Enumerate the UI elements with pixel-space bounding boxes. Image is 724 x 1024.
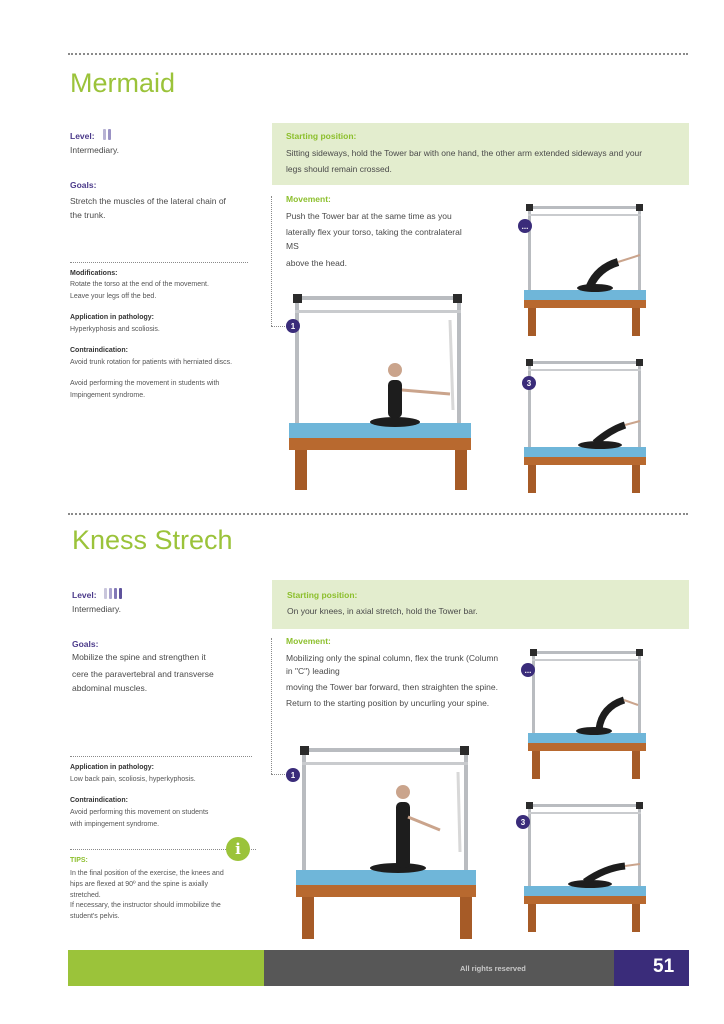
knee-contra-line: Avoid performing this movement on students	[70, 809, 209, 816]
knee-goals-label: Goals:	[72, 639, 99, 649]
knee-level-value: Intermediary.	[72, 604, 121, 614]
knee-contra-label: Contraindication:	[70, 797, 128, 804]
mermaid-modifications-line: Rotate the torso at the end of the movement.	[70, 281, 209, 288]
mermaid-left-divider	[70, 262, 248, 263]
knee-movement-line: moving the Tower bar forward, then straighten the spine.	[286, 682, 498, 692]
mermaid-contra-label: Contraindication:	[70, 347, 128, 354]
mermaid-title: Mermaid	[70, 68, 176, 98]
knee-goals-line: cere the paravertebral and transverse	[72, 669, 214, 679]
mermaid-starting-line: legs should remain crossed.	[286, 164, 392, 174]
level-bar	[114, 588, 117, 599]
footer-page-band	[614, 950, 689, 986]
mermaid-modifications-line: Leave your legs off the bed.	[70, 293, 157, 300]
knee-starting-text: On your knees, in axial stretch, hold the Tower bar.	[287, 606, 478, 616]
mermaid-movement-line: Push the Tower bar at the same time as you	[286, 211, 452, 221]
tips-line: In the final position of the exercise, the knees and	[70, 870, 224, 877]
knee-title: Kness Strech	[72, 525, 233, 555]
tips-label: TIPS:	[70, 857, 88, 864]
footer-green-band	[68, 950, 264, 986]
mermaid-contra-line: Avoid performing the movement in students with	[70, 380, 220, 387]
knee-movement-label: Movement:	[286, 636, 331, 646]
level-bar	[104, 588, 107, 599]
mermaid-level-value: Intermediary.	[70, 145, 119, 155]
mermaid-movement-connector	[271, 196, 272, 326]
section-divider-top	[68, 53, 688, 55]
mermaid-main-photo	[285, 290, 475, 495]
mermaid-pathology-text: Hyperkyphosis and scoliosis.	[70, 326, 160, 333]
section-divider-middle	[68, 513, 688, 515]
knee-goals-line: abdominal muscles.	[72, 683, 148, 693]
mermaid-movement-line: MS	[286, 241, 299, 251]
mermaid-photo-step-3	[520, 355, 650, 495]
step-badge: 3	[516, 815, 530, 829]
step-badge: ...	[521, 663, 535, 677]
mermaid-movement-line: above the head.	[286, 258, 347, 268]
mermaid-goals-line: the trunk.	[70, 210, 106, 220]
mermaid-level-indicator	[103, 129, 111, 140]
knee-photo-step-2	[524, 645, 650, 781]
tips-line: student's pelvis.	[70, 913, 120, 920]
page-number: 51	[653, 956, 675, 977]
level-bar	[119, 588, 122, 599]
step-badge: 3	[522, 376, 536, 390]
knee-goals-line: Mobilize the spine and strengthen it	[72, 652, 206, 662]
knee-movement-line: in "C") leading	[286, 666, 340, 676]
knee-movement-connector	[271, 638, 272, 774]
knee-pathology-label: Application in pathology:	[70, 764, 154, 771]
knee-movement-line: Return to the starting position by uncurling your spine.	[286, 698, 490, 708]
mermaid-movement-line: laterally flex your torso, taking the contralateral	[286, 227, 462, 237]
mermaid-starting-label: Starting position:	[286, 131, 357, 141]
knee-contra-line: with impingement syndrome.	[70, 821, 160, 828]
knee-starting-label: Starting position:	[287, 590, 358, 600]
mermaid-photo-step-2	[520, 200, 650, 340]
knee-left-divider	[70, 756, 252, 757]
step-badge: 1	[286, 319, 300, 333]
level-bar	[103, 129, 106, 140]
tips-line: stretched.	[70, 892, 101, 899]
level-bar	[108, 129, 111, 140]
knee-pathology-text: Low back pain, scoliosis, hyperkyphosis.	[70, 776, 196, 783]
mermaid-pathology-label: Application in pathology:	[70, 314, 154, 321]
info-icon: i	[226, 837, 250, 861]
mermaid-contra-line: Avoid trunk rotation for patients with herniated discs.	[70, 359, 233, 366]
knee-photo-step-3	[520, 798, 650, 934]
step-badge: 1	[286, 768, 300, 782]
mermaid-movement-label: Movement:	[286, 194, 331, 204]
mermaid-level-label: Level:	[70, 131, 95, 141]
mermaid-contra-line: Impingement syndrome.	[70, 392, 146, 399]
tips-line: hips are flexed at 90º and the spine is axially	[70, 881, 208, 888]
mermaid-starting-line: Sitting sideways, hold the Tower bar with one hand, the other arm extended sideways and your	[286, 148, 643, 158]
knee-movement-line: Mobilizing only the spinal column, flex the trunk (Column	[286, 653, 499, 663]
knee-main-photo	[290, 742, 480, 942]
mermaid-modifications-label: Modifications:	[70, 270, 118, 277]
knee-level-label: Level:	[72, 590, 97, 600]
mermaid-goals-line: Stretch the muscles of the lateral chain of	[70, 196, 226, 206]
step-badge: ...	[518, 219, 532, 233]
level-bar	[109, 588, 112, 599]
knee-level-indicator	[104, 588, 122, 599]
footer-rights: All rights reserved	[460, 964, 526, 973]
footer-rights-band	[264, 950, 614, 986]
mermaid-goals-label: Goals:	[70, 180, 97, 190]
tips-line: If necessary, the instructor should immobilize the	[70, 902, 221, 909]
